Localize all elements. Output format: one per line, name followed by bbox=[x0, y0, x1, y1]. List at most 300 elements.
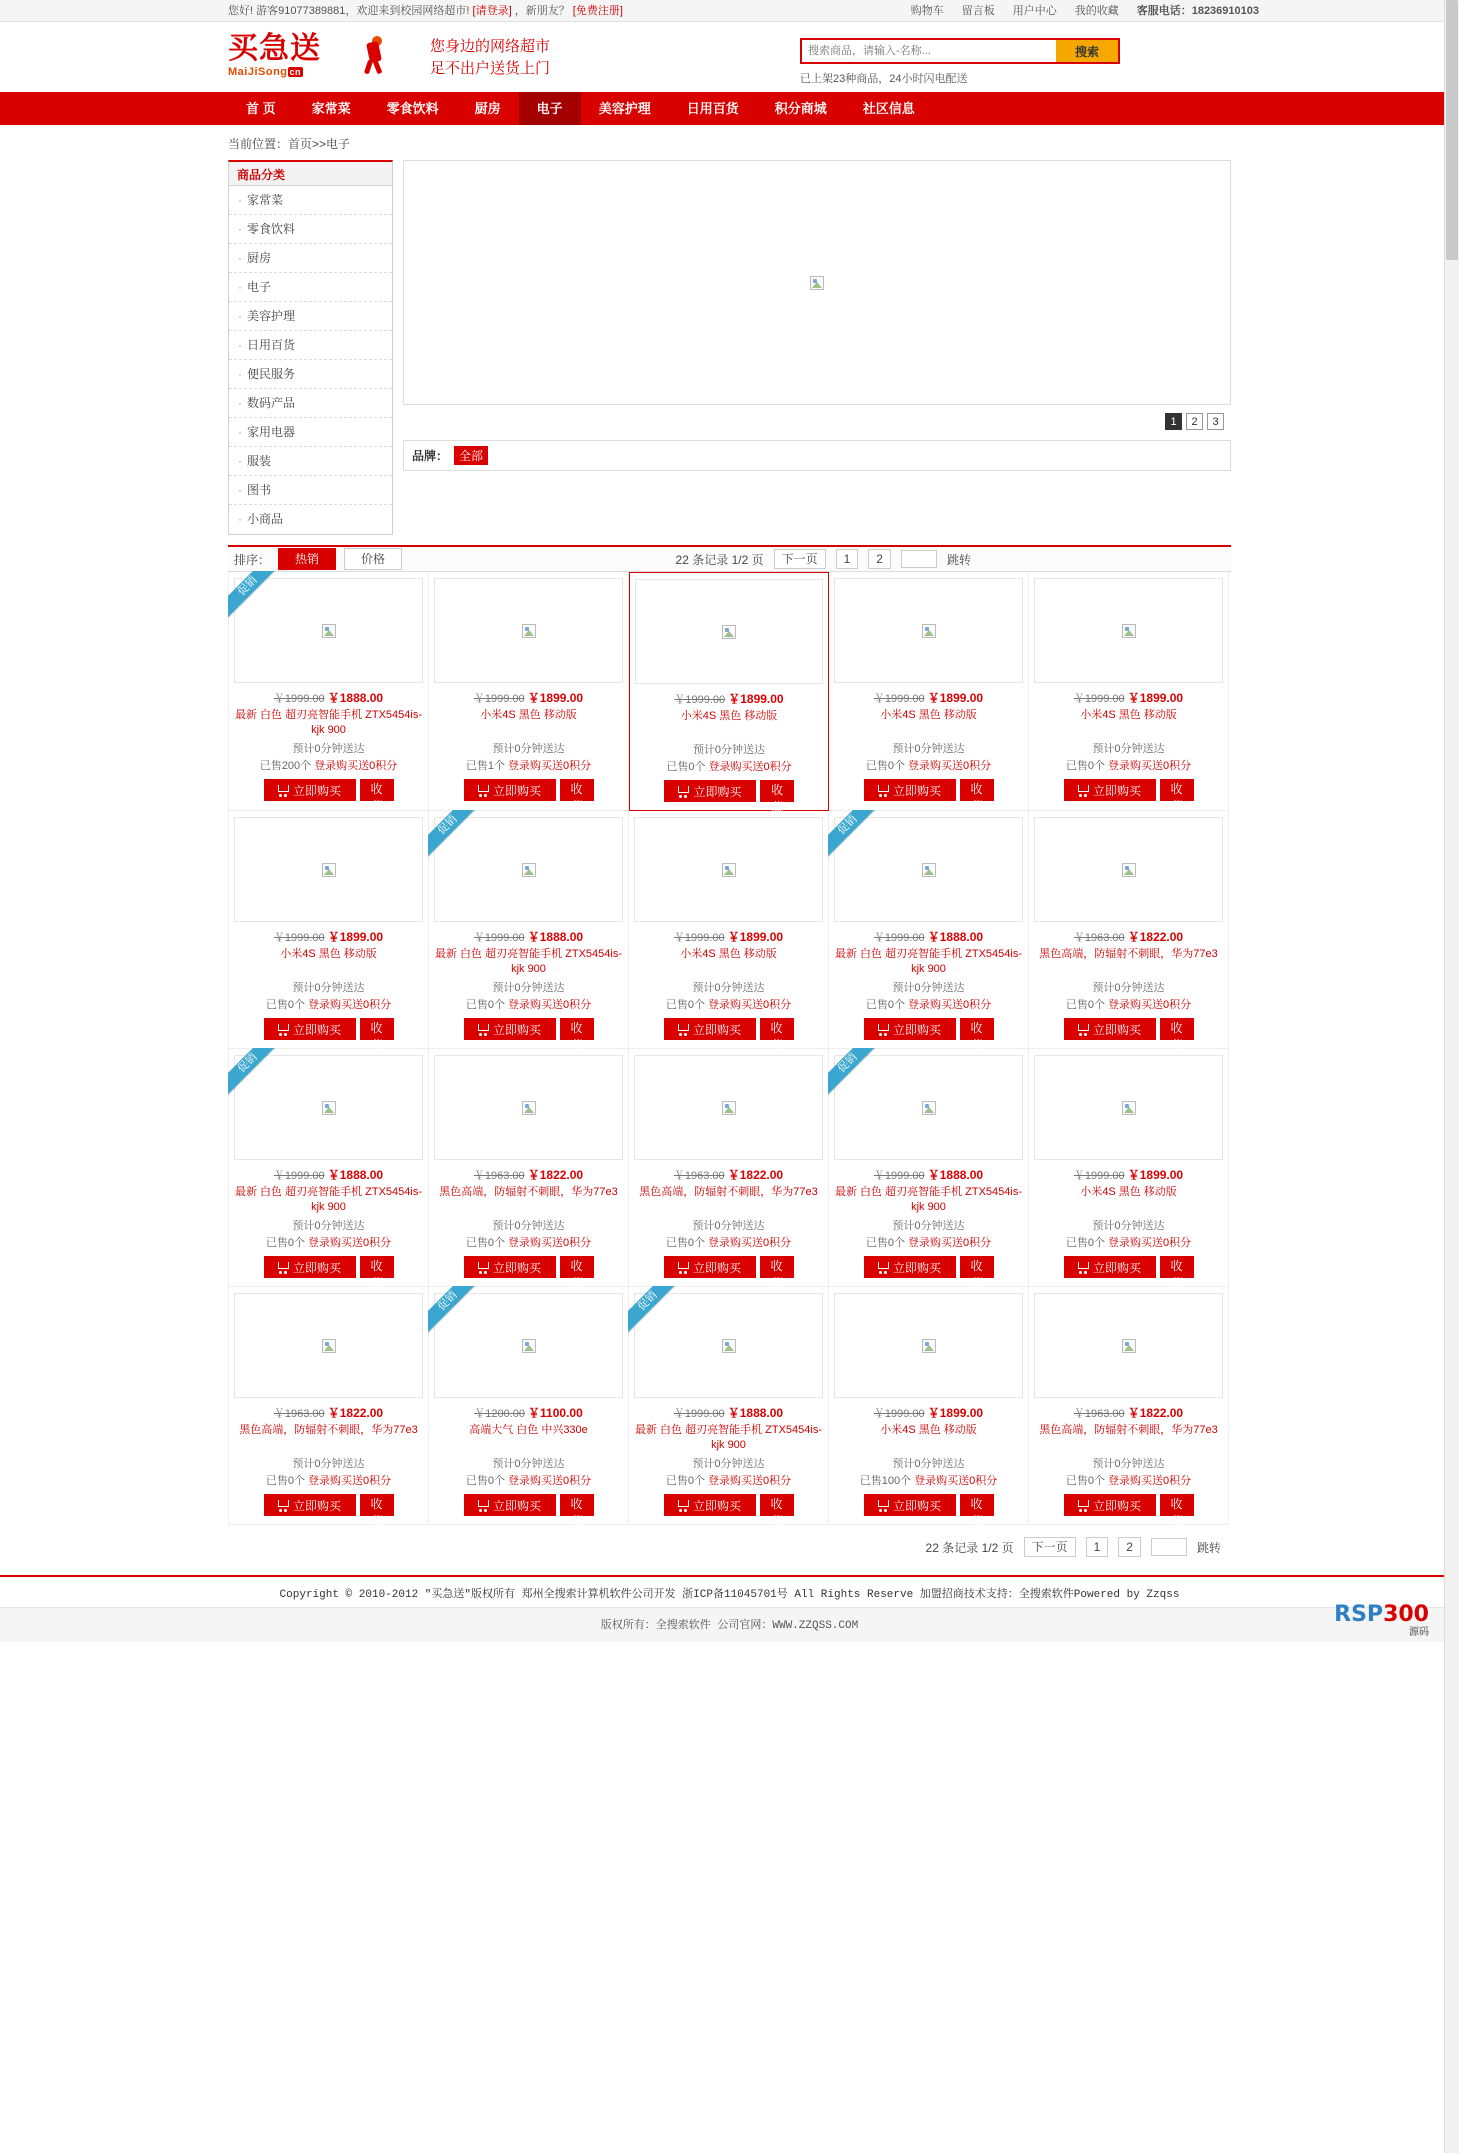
product-thumbnail[interactable] bbox=[234, 817, 423, 922]
product-delivery-time: 预计0分钟送达 bbox=[292, 1220, 365, 1232]
promo-banner[interactable] bbox=[403, 160, 1231, 428]
product-card[interactable] bbox=[1029, 572, 1229, 811]
delivery-runner-icon bbox=[360, 36, 394, 76]
bottom-record-count: 22 条记录 1/2 页 bbox=[925, 1540, 1014, 1555]
broken-image-icon bbox=[722, 863, 736, 877]
bottom-page-2[interactable]: 2 bbox=[1118, 1537, 1141, 1557]
product-delivery-time: 预计0分钟送达 bbox=[692, 982, 765, 994]
favorite-button[interactable]: 收藏 bbox=[1160, 1494, 1194, 1516]
favorite-button[interactable]: 收藏 bbox=[1160, 779, 1194, 801]
product-actions bbox=[834, 1018, 1023, 1052]
product-actions bbox=[834, 1494, 1023, 1528]
product-old-price: ￥1999.00 bbox=[473, 932, 525, 944]
promo-ribbon-label: 促销 bbox=[828, 1048, 879, 1094]
sidebar-item-small-goods[interactable]: · 小商品 bbox=[229, 505, 392, 534]
rsp-badge bbox=[1334, 1602, 1429, 1638]
cart-icon bbox=[678, 786, 690, 796]
product-name[interactable]: 最新 白色 超刃亮智能手机 ZTX5454is-kjk 900 bbox=[234, 709, 423, 736]
product-sold-info bbox=[434, 757, 623, 773]
product-name[interactable]: 最新 白色 超刃亮智能手机 ZTX5454is-kjk 900 bbox=[434, 948, 623, 975]
favorite-button[interactable]: 收藏 bbox=[960, 779, 994, 801]
product-name[interactable]: 最新 白色 超刃亮智能手机 ZTX5454is-kjk 900 bbox=[234, 1186, 423, 1213]
product-sold-info bbox=[634, 996, 823, 1012]
broken-image-icon bbox=[322, 1101, 336, 1115]
product-new-price: ￥1888.00 bbox=[927, 930, 984, 944]
product-card[interactable] bbox=[629, 1287, 829, 1528]
product-old-price: ￥1963.00 bbox=[473, 1170, 525, 1182]
top-next-page-button[interactable]: 下一页 bbox=[774, 549, 826, 569]
product-card[interactable] bbox=[229, 1287, 429, 1528]
product-sold-info bbox=[1034, 1234, 1223, 1250]
product-sold-info bbox=[434, 1234, 623, 1250]
product-old-price: ￥1963.00 bbox=[273, 1408, 325, 1420]
sidebar-item-appliances[interactable]: · 家用电器 bbox=[229, 418, 392, 447]
sidebar-item-convenience[interactable]: · 便民服务 bbox=[229, 360, 392, 389]
product-price-row bbox=[634, 928, 823, 945]
product-sold-count: 已售0个 bbox=[665, 1475, 705, 1487]
product-card[interactable] bbox=[829, 1287, 1029, 1528]
product-delivery-time: 预计0分钟送达 bbox=[692, 1458, 765, 1470]
favorite-button[interactable]: 收藏 bbox=[360, 1494, 394, 1516]
promo-ribbon bbox=[828, 810, 880, 862]
right-column bbox=[403, 160, 1231, 471]
cart-icon bbox=[1078, 1024, 1090, 1034]
favorite-button[interactable]: 收藏 bbox=[1160, 1256, 1194, 1278]
product-old-price: ￥1999.00 bbox=[473, 693, 525, 705]
sort-tab-hot[interactable]: 热销 bbox=[278, 548, 336, 570]
site-footer bbox=[0, 1575, 1459, 1646]
product-new-price: ￥1899.00 bbox=[728, 692, 784, 706]
broken-image-icon bbox=[1122, 1339, 1136, 1353]
bottom-jump-input[interactable] bbox=[1151, 1538, 1187, 1556]
product-actions bbox=[434, 1256, 623, 1290]
broken-image-icon bbox=[1122, 624, 1136, 638]
product-card[interactable] bbox=[1029, 1287, 1229, 1528]
product-sold-count: 已售0个 bbox=[265, 999, 305, 1011]
product-new-price: ￥1822.00 bbox=[327, 1406, 384, 1420]
site-logo[interactable] bbox=[228, 30, 358, 82]
scrollbar-thumb[interactable] bbox=[1446, 0, 1458, 260]
buy-now-button[interactable] bbox=[864, 779, 956, 801]
search-button[interactable]: 搜索 bbox=[1056, 40, 1118, 62]
product-delivery-time: 预计0分钟送达 bbox=[892, 1458, 965, 1470]
product-sold-info bbox=[1034, 757, 1223, 773]
product-thumbnail[interactable] bbox=[1034, 578, 1223, 683]
sidebar-item-electronics[interactable]: · 电子 bbox=[229, 273, 392, 302]
sidebar-item-digital[interactable]: · 数码产品 bbox=[229, 389, 392, 418]
product-name[interactable]: 小米4S 黑色 移动版 bbox=[480, 709, 577, 721]
product-name[interactable]: 黑色高端，防辐射不刺眼，华为77e3 bbox=[1039, 1424, 1218, 1436]
product-card[interactable] bbox=[829, 811, 1029, 1052]
top-jump-button[interactable]: 跳转 bbox=[946, 552, 971, 567]
buy-now-label: 立即购买 bbox=[492, 1260, 541, 1275]
product-name[interactable]: 小米4S 黑色 移动版 bbox=[880, 709, 977, 721]
favorite-button[interactable]: 收藏 bbox=[760, 1494, 794, 1516]
product-old-price: ￥1963.00 bbox=[673, 1170, 725, 1182]
page-scrollbar[interactable] bbox=[1444, 0, 1459, 2153]
product-thumbnail[interactable] bbox=[1034, 1055, 1223, 1160]
product-points-note: 登录购买送0积分 bbox=[1108, 1475, 1192, 1487]
product-card[interactable] bbox=[629, 1049, 829, 1290]
product-name[interactable]: 小米4S 黑色 移动版 bbox=[1080, 709, 1177, 721]
brand-filter-bar bbox=[403, 440, 1231, 471]
favorite-button[interactable]: 收藏 bbox=[560, 1018, 594, 1040]
favorite-button[interactable]: 收藏 bbox=[560, 779, 594, 801]
product-old-price: ￥1999.00 bbox=[873, 1408, 925, 1420]
product-delivery-time: 预计0分钟送达 bbox=[892, 982, 965, 994]
bottom-pagination bbox=[228, 1525, 1231, 1569]
product-card[interactable] bbox=[429, 1287, 629, 1528]
product-name[interactable]: 黑色高端，防辐射不刺眼，华为77e3 bbox=[1039, 948, 1218, 960]
buy-now-button[interactable] bbox=[264, 1494, 356, 1516]
product-name[interactable]: 高端大气 白色 中兴330e bbox=[469, 1424, 588, 1436]
product-new-price: ￥1888.00 bbox=[327, 691, 384, 705]
favorite-button[interactable]: 收藏 bbox=[960, 1256, 994, 1278]
buy-now-label: 立即购买 bbox=[292, 1498, 341, 1513]
sort-tab-price[interactable]: 价格 bbox=[344, 548, 402, 570]
buy-now-button[interactable] bbox=[264, 1018, 356, 1040]
product-points-note: 登录购买送0积分 bbox=[308, 1475, 392, 1487]
buy-now-button[interactable] bbox=[864, 1018, 956, 1040]
product-price-row bbox=[1034, 689, 1223, 706]
product-sold-count: 已售0个 bbox=[1065, 1475, 1105, 1487]
buy-now-label: 立即购买 bbox=[292, 783, 341, 798]
product-card[interactable] bbox=[429, 572, 629, 811]
nav-item-daily[interactable]: 日用百货 bbox=[686, 101, 739, 116]
bottom-jump-button[interactable]: 跳转 bbox=[1196, 1540, 1221, 1555]
buy-now-button[interactable] bbox=[864, 1256, 956, 1278]
product-points-note: 登录购买送0积分 bbox=[308, 1237, 392, 1249]
product-new-price: ￥1888.00 bbox=[727, 1406, 784, 1420]
footer-company-line: 版权所有：全搜索软件 公司官网：WWW.ZZQSS.COM bbox=[600, 1620, 859, 1632]
buy-now-label: 立即购买 bbox=[292, 1022, 341, 1037]
product-card[interactable] bbox=[229, 811, 429, 1052]
cart-icon bbox=[1078, 1262, 1090, 1272]
buy-now-button[interactable] bbox=[464, 1494, 556, 1516]
product-sold-info bbox=[234, 1472, 423, 1488]
product-name[interactable]: 最新 白色 超刃亮智能手机 ZTX5454is-kjk 900 bbox=[834, 948, 1023, 975]
product-sold-info bbox=[434, 996, 623, 1012]
broken-image-icon bbox=[810, 276, 824, 290]
my-favorites-link[interactable]: 我的收藏 bbox=[1074, 4, 1119, 17]
product-card[interactable] bbox=[1029, 811, 1229, 1052]
broken-image-icon bbox=[922, 1101, 936, 1115]
cart-icon bbox=[878, 1500, 890, 1510]
product-new-price: ￥1899.00 bbox=[1127, 1168, 1184, 1182]
product-sold-count: 已售0个 bbox=[265, 1475, 305, 1487]
product-old-price: ￥1999.00 bbox=[1073, 693, 1125, 705]
product-price-row bbox=[1034, 1166, 1223, 1183]
sidebar-item-daily[interactable]: · 日用百货 bbox=[229, 331, 392, 360]
product-price-row bbox=[1034, 928, 1223, 945]
product-thumbnail[interactable] bbox=[434, 1055, 623, 1160]
product-price-row bbox=[834, 928, 1023, 945]
promo-ribbon bbox=[628, 1286, 680, 1338]
cart-icon bbox=[1078, 785, 1090, 795]
buy-now-button[interactable] bbox=[1064, 1256, 1156, 1278]
cart-icon bbox=[878, 1262, 890, 1272]
newuser-text: ，新朋友？ bbox=[514, 4, 570, 17]
product-card[interactable] bbox=[629, 572, 829, 814]
buy-now-label: 立即购买 bbox=[692, 1260, 741, 1275]
product-new-price: ￥1888.00 bbox=[927, 1168, 984, 1182]
buy-now-button[interactable] bbox=[1064, 1494, 1156, 1516]
buy-now-button[interactable] bbox=[664, 1018, 756, 1040]
buy-now-button[interactable] bbox=[464, 779, 556, 801]
nav-item-home[interactable]: 首 页 bbox=[246, 101, 276, 116]
product-old-price: ￥1999.00 bbox=[273, 1170, 325, 1182]
product-name[interactable]: 黑色高端，防辐射不刺眼，华为77e3 bbox=[639, 1186, 818, 1198]
cart-icon bbox=[678, 1500, 690, 1510]
product-thumbnail[interactable] bbox=[635, 579, 823, 684]
product-price-row bbox=[1034, 1404, 1223, 1421]
buy-now-button[interactable] bbox=[664, 1494, 756, 1516]
product-thumbnail[interactable] bbox=[434, 578, 623, 683]
product-points-note: 登录购买送0积分 bbox=[1108, 1237, 1192, 1249]
product-price-row bbox=[234, 689, 423, 706]
brand-all-tag[interactable]: 全部 bbox=[454, 446, 488, 465]
buy-now-button[interactable] bbox=[664, 1256, 756, 1278]
product-thumbnail[interactable] bbox=[834, 578, 1023, 683]
banner-page-2[interactable]: 2 bbox=[1186, 413, 1203, 430]
buy-now-button[interactable] bbox=[264, 779, 356, 801]
promo-ribbon bbox=[428, 1286, 480, 1338]
buy-now-label: 立即购买 bbox=[1092, 1022, 1141, 1037]
product-price-row bbox=[834, 1166, 1023, 1183]
broken-image-icon bbox=[322, 863, 336, 877]
product-sold-info bbox=[834, 1234, 1023, 1250]
product-points-note: 登录购买送0积分 bbox=[708, 1475, 792, 1487]
favorite-button[interactable]: 收藏 bbox=[960, 1494, 994, 1516]
top-page-2[interactable]: 2 bbox=[868, 549, 891, 569]
promo-ribbon bbox=[228, 571, 280, 623]
promo-ribbon-label: 促销 bbox=[628, 1286, 679, 1332]
product-price-row bbox=[635, 690, 823, 707]
product-sold-count: 已售0个 bbox=[865, 760, 905, 772]
product-points-note: 登录购买送0积分 bbox=[1108, 999, 1192, 1011]
top-page-1[interactable]: 1 bbox=[836, 549, 859, 569]
product-card[interactable] bbox=[229, 1049, 429, 1290]
product-delivery-time: 预计0分钟送达 bbox=[492, 743, 565, 755]
promo-ribbon bbox=[828, 1048, 880, 1100]
product-thumbnail[interactable] bbox=[634, 817, 823, 922]
product-delivery-time: 预计0分钟送达 bbox=[692, 744, 766, 756]
product-thumbnail[interactable] bbox=[1034, 1293, 1223, 1398]
buy-now-label: 立即购买 bbox=[1092, 1498, 1141, 1513]
buy-now-button[interactable] bbox=[1064, 779, 1156, 801]
favorite-button[interactable]: 收藏 bbox=[760, 1256, 794, 1278]
product-card[interactable] bbox=[229, 572, 429, 811]
product-actions bbox=[434, 779, 623, 813]
top-jump-input[interactable] bbox=[901, 550, 937, 568]
banner-page-3[interactable]: 3 bbox=[1207, 413, 1224, 430]
promo-ribbon-label: 促销 bbox=[428, 1286, 479, 1332]
sidebar-item-homecooking[interactable]: · 家常菜 bbox=[229, 186, 392, 215]
favorite-button[interactable]: 收藏 bbox=[560, 1494, 594, 1516]
favorite-button[interactable]: 收藏 bbox=[960, 1018, 994, 1040]
bottom-page-1[interactable]: 1 bbox=[1086, 1537, 1109, 1557]
product-name[interactable]: 黑色高端，防辐射不刺眼，华为77e3 bbox=[239, 1424, 418, 1436]
product-sold-count: 已售0个 bbox=[865, 999, 905, 1011]
favorite-button[interactable]: 收藏 bbox=[360, 779, 394, 801]
footer-copyright: Copyright © 2010-2012 "买急送"版权所有 郑州全搜索计算机软件公司开发 浙ICP备11045701号 All Rights Reserve 加盟招商技术支持：全搜索软件Powered by Zzqss bbox=[279, 1589, 1180, 1601]
nav-item-homecooking[interactable]: 家常菜 bbox=[311, 101, 351, 116]
product-card[interactable] bbox=[629, 811, 829, 1052]
broken-image-icon bbox=[522, 1339, 536, 1353]
user-center-link[interactable]: 用户中心 bbox=[1012, 4, 1057, 17]
product-actions bbox=[634, 1018, 823, 1052]
product-name[interactable]: 最新 白色 超刃亮智能手机 ZTX5454is-kjk 900 bbox=[834, 1186, 1023, 1213]
broken-image-icon bbox=[522, 863, 536, 877]
favorite-button[interactable]: 收藏 bbox=[760, 780, 794, 802]
sidebar-item-kitchen[interactable]: · 厨房 bbox=[229, 244, 392, 273]
register-link[interactable]: [免费注册] bbox=[572, 4, 623, 17]
buy-now-button[interactable] bbox=[1064, 1018, 1156, 1040]
product-points-note: 登录购买送0积分 bbox=[908, 1237, 992, 1249]
buy-now-button[interactable] bbox=[464, 1018, 556, 1040]
product-new-price: ￥1100.00 bbox=[528, 1406, 583, 1420]
main-area bbox=[228, 160, 1231, 535]
product-sold-info bbox=[834, 996, 1023, 1012]
content-wrap bbox=[228, 125, 1231, 1569]
product-new-price: ￥1822.00 bbox=[1127, 1406, 1184, 1420]
product-card[interactable] bbox=[1029, 1049, 1229, 1290]
product-old-price: ￥1999.00 bbox=[873, 1170, 925, 1182]
product-thumbnail[interactable] bbox=[834, 1293, 1023, 1398]
product-grid bbox=[228, 572, 1231, 1528]
product-sold-info bbox=[635, 758, 823, 774]
broken-image-icon bbox=[522, 1101, 536, 1115]
product-name[interactable]: 最新 白色 超刃亮智能手机 ZTX5454is-kjk 900 bbox=[634, 1424, 823, 1451]
product-thumbnail[interactable] bbox=[234, 1293, 423, 1398]
product-card[interactable] bbox=[829, 1049, 1029, 1290]
sidebar-item-clothing[interactable]: · 服装 bbox=[229, 447, 392, 476]
product-delivery-time: 预计0分钟送达 bbox=[1092, 1458, 1165, 1470]
product-thumbnail[interactable] bbox=[1034, 817, 1223, 922]
top-bar-greeting-group bbox=[228, 0, 623, 22]
nav-item-snacks[interactable]: 零食饮料 bbox=[386, 101, 439, 116]
cart-icon bbox=[478, 1024, 490, 1034]
promo-ribbon bbox=[228, 1048, 280, 1100]
footer-secondary bbox=[0, 1602, 1459, 1642]
message-board-link[interactable]: 留言板 bbox=[961, 4, 995, 17]
cart-icon bbox=[1078, 1500, 1090, 1510]
product-name[interactable]: 小米4S 黑色 移动版 bbox=[880, 1424, 977, 1436]
product-sold-count: 已售0个 bbox=[465, 1237, 505, 1249]
sidebar-item-snacks[interactable]: · 零食饮料 bbox=[229, 215, 392, 244]
broken-image-icon bbox=[322, 1339, 336, 1353]
nav-item-kitchen[interactable]: 厨房 bbox=[474, 101, 501, 116]
nav-item-electronics[interactable]: 电子 bbox=[519, 92, 581, 125]
product-name[interactable]: 黑色高端，防辐射不刺眼，华为77e3 bbox=[439, 1186, 618, 1198]
buy-now-button[interactable] bbox=[864, 1494, 956, 1516]
product-actions bbox=[234, 1494, 423, 1528]
product-new-price: ￥1822.00 bbox=[1127, 930, 1184, 944]
product-delivery-time: 预计0分钟送达 bbox=[1092, 1220, 1165, 1232]
product-actions bbox=[635, 780, 823, 814]
greeting-text: 您好! 游客91077389881，欢迎来到校园网络超市! bbox=[228, 4, 470, 17]
product-price-row bbox=[234, 928, 423, 945]
favorite-button[interactable]: 收藏 bbox=[360, 1018, 394, 1040]
promo-ribbon-label: 促销 bbox=[428, 810, 479, 856]
favorite-button[interactable]: 收藏 bbox=[560, 1256, 594, 1278]
product-old-price: ￥1999.00 bbox=[1073, 1170, 1125, 1182]
product-card[interactable] bbox=[429, 811, 629, 1052]
bottom-next-page-button[interactable]: 下一页 bbox=[1024, 1537, 1076, 1557]
product-sold-info bbox=[1034, 996, 1223, 1012]
product-card[interactable] bbox=[429, 1049, 629, 1290]
product-thumbnail[interactable] bbox=[634, 1055, 823, 1160]
product-sold-count: 已售0个 bbox=[1065, 999, 1105, 1011]
cart-icon bbox=[678, 1024, 690, 1034]
buy-now-label: 立即购买 bbox=[693, 784, 742, 799]
buy-now-label: 立即购买 bbox=[692, 1498, 741, 1513]
product-points-note: 登录购买送0积分 bbox=[914, 1475, 998, 1487]
nav-item-beauty[interactable]: 美容护理 bbox=[598, 101, 651, 116]
product-old-price: ￥1999.00 bbox=[873, 693, 925, 705]
favorite-button[interactable]: 收藏 bbox=[760, 1018, 794, 1040]
cart-icon bbox=[478, 785, 490, 795]
product-name[interactable]: 小米4S 黑色 移动版 bbox=[1080, 1186, 1177, 1198]
product-delivery-time: 预计0分钟送达 bbox=[492, 1458, 565, 1470]
cart-icon bbox=[878, 785, 890, 795]
product-new-price: ￥1899.00 bbox=[727, 930, 784, 944]
product-price-row bbox=[834, 689, 1023, 706]
rsp-badge-sub: 源码 bbox=[1409, 1627, 1429, 1638]
buy-now-button[interactable] bbox=[664, 780, 756, 802]
product-new-price: ￥1888.00 bbox=[327, 1168, 384, 1182]
product-price-row bbox=[434, 1404, 623, 1421]
rsp-badge-text: RSP bbox=[1334, 1602, 1384, 1627]
favorite-button[interactable]: 收藏 bbox=[1160, 1018, 1194, 1040]
banner-page-1[interactable]: 1 bbox=[1165, 413, 1182, 430]
product-name[interactable]: 小米4S 黑色 移动版 bbox=[680, 948, 777, 960]
product-new-price: ￥1822.00 bbox=[727, 1168, 784, 1182]
product-name[interactable]: 小米4S 黑色 移动版 bbox=[680, 710, 778, 722]
product-actions bbox=[234, 779, 423, 813]
login-link[interactable]: [请登录] bbox=[472, 4, 512, 17]
product-old-price: ￥1999.00 bbox=[273, 932, 325, 944]
cart-link[interactable]: 购物车 bbox=[910, 4, 944, 17]
product-old-price: ￥1999.00 bbox=[674, 694, 726, 706]
buy-now-button[interactable] bbox=[464, 1256, 556, 1278]
category-title: 商品分类 bbox=[228, 160, 393, 186]
nav-item-community[interactable]: 社区信息 bbox=[862, 101, 915, 116]
buy-now-button[interactable] bbox=[264, 1256, 356, 1278]
product-actions bbox=[434, 1494, 623, 1528]
product-name[interactable]: 小米4S 黑色 移动版 bbox=[280, 948, 377, 960]
product-sold-info bbox=[234, 996, 423, 1012]
product-sold-count: 已售100个 bbox=[859, 1475, 912, 1487]
product-new-price: ￥1888.00 bbox=[527, 930, 584, 944]
buy-now-label: 立即购买 bbox=[892, 1498, 941, 1513]
product-delivery-time: 预计0分钟送达 bbox=[292, 982, 365, 994]
product-sold-count: 已售0个 bbox=[665, 1237, 705, 1249]
search-input[interactable] bbox=[802, 40, 1056, 62]
sidebar-item-books[interactable]: · 图书 bbox=[229, 476, 392, 505]
cart-icon bbox=[878, 1024, 890, 1034]
favorite-button[interactable]: 收藏 bbox=[360, 1256, 394, 1278]
sidebar-item-beauty[interactable]: · 美容护理 bbox=[229, 302, 392, 331]
cart-icon bbox=[278, 1262, 290, 1272]
product-new-price: ￥1899.00 bbox=[927, 691, 984, 705]
product-delivery-time: 预计0分钟送达 bbox=[892, 1220, 965, 1232]
nav-item-points-mall[interactable]: 积分商城 bbox=[774, 101, 827, 116]
product-delivery-time: 预计0分钟送达 bbox=[492, 1220, 565, 1232]
logo-en-tag: cn bbox=[289, 67, 302, 77]
product-card[interactable] bbox=[829, 572, 1029, 811]
logo-en-word: MaiJiSong bbox=[228, 66, 288, 78]
